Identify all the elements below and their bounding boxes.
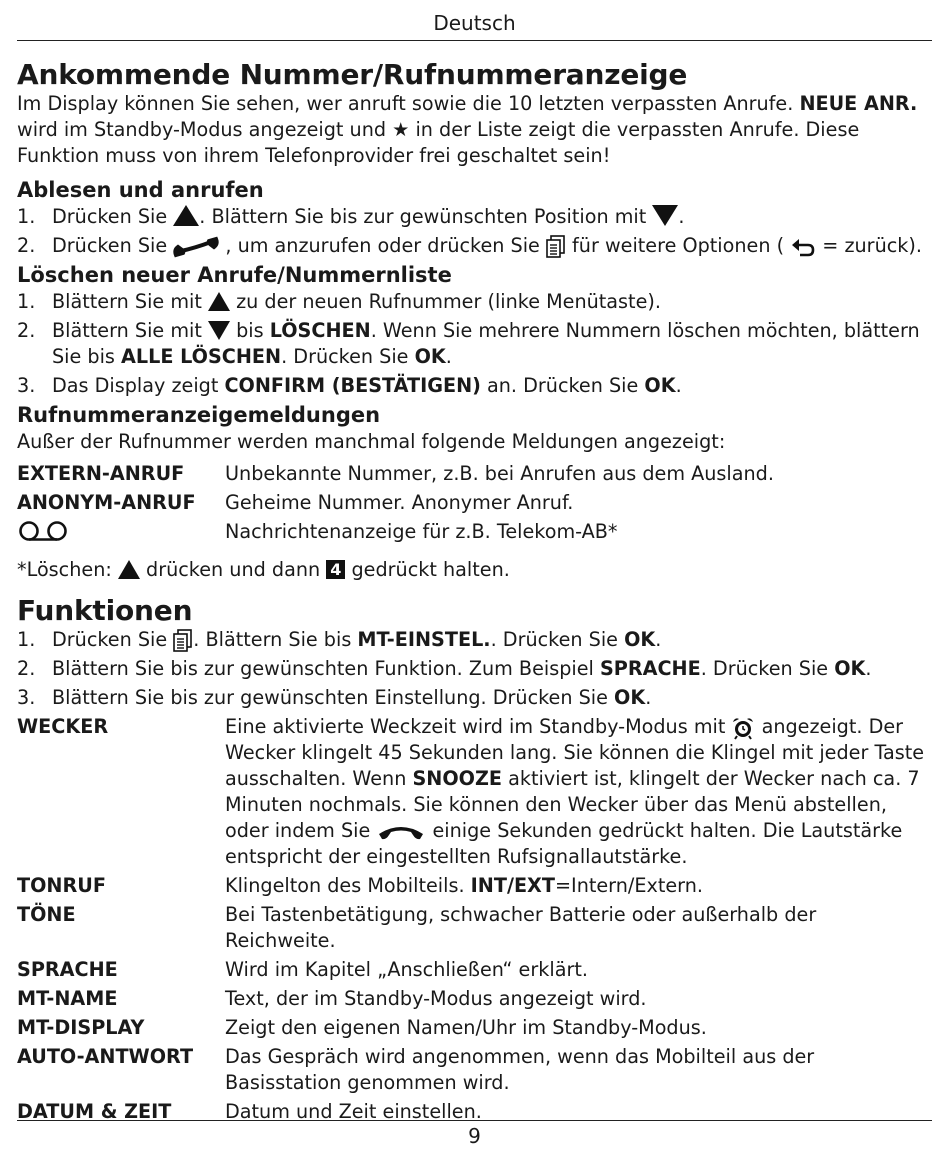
list-item: 3. Blättern Sie bis zur gewünschten Einstellung. Drücken Sie OK.: [17, 686, 652, 709]
up-arrow-icon: [173, 205, 199, 226]
menu-list-icon: [546, 235, 566, 259]
functions-steps: [17, 627, 932, 711]
list-item: 2. Blättern Sie mit bis LÖSCHEN. Wenn Sie mehrere Nummern löschen möchten, blättern Sie bis ALLE LÖSCHEN. Drücken Sie OK.: [17, 319, 920, 368]
list-item: ANONYM-ANRUF Geheime Nummer. Anonymer Anruf.: [17, 491, 574, 514]
back-arrow-icon: [790, 235, 816, 259]
section-title-caller-id: Ankommende Nummer/Rufnummeranzeige: [17, 58, 688, 91]
alarm-clock-icon: [731, 716, 755, 740]
footer-rule: [17, 1120, 932, 1121]
list-item: WECKER Eine aktivierte Weckzeit wird im Standby-Modus mit angezeigt. Der Wecker klingelt 45 Sekunden lang. Sie können die Klingel mit jeder Taste ausschalten. Wenn SNOOZE aktiviert ist, klingelt der Wecker nach ca. 7 Minuten nochmals. Sie können den Wecker über das Menü abstellen, oder indem Sie einige Sekunden gedrückt halten. Die Lautstärke entspricht der eingestellten Rufsignallautstärke.: [17, 715, 925, 868]
menu-list-icon: [173, 629, 193, 653]
list-item: 1. Drücken Sie . Blättern Sie bis zur gewünschten Position mit .: [17, 205, 685, 228]
read-call-steps: [17, 204, 932, 259]
list-item: MT-NAME Text, der im Standby-Modus angezeigt wird.: [17, 987, 647, 1010]
subsection-title-read-call: Ablesen und anrufen: [17, 178, 264, 202]
section-title-functions: Funktionen: [17, 594, 193, 627]
down-arrow-icon: [208, 321, 230, 340]
header-rule: [17, 40, 932, 41]
subsection-title-caller-messages: Rufnummeranzeigemeldungen: [17, 403, 381, 427]
list-item: TONRUF Klingelton des Mobilteils. INT/EXT=Intern/Extern.: [17, 874, 703, 897]
end-call-icon: [376, 822, 426, 842]
page-number: 9: [468, 1124, 481, 1148]
list-item: 1. Blättern Sie mit zu der neuen Rufnummer (linke Menütaste).: [17, 290, 661, 313]
list-item: EXTERN-ANRUF Unbekannte Nummer, z.B. bei Anrufen aus dem Ausland.: [17, 462, 774, 485]
list-item: AUTO-ANTWORT Das Gespräch wird angenommen, wenn das Mobilteil aus der Basisstation genommen wird.: [17, 1045, 815, 1094]
list-item: Nachrichtenanzeige für z.B. Telekom-AB*: [17, 519, 932, 545]
list-item: 2. Blättern Sie bis zur gewünschten Funktion. Zum Beispiel SPRACHE. Drücken Sie OK.: [17, 657, 872, 680]
list-item: 3. Das Display zeigt CONFIRM (BESTÄTIGEN) an. Drücken Sie OK.: [17, 374, 682, 397]
voicemail-icon: [17, 520, 69, 542]
page-header-language: Deutsch: [433, 11, 516, 35]
subsection-title-delete-calls: Löschen neuer Anrufe/Nummernliste: [17, 263, 452, 287]
list-item: DATUM & ZEIT Datum und Zeit einstellen.: [17, 1100, 482, 1123]
delete-note: *Löschen: drücken und dann 4 gedrückt halten.: [17, 558, 510, 581]
down-arrow-icon: [652, 205, 678, 226]
page-footer: [17, 1120, 932, 1149]
list-item: 1. Drücken Sie . Blättern Sie bis MT-EINSTEL.. Drücken Sie OK.: [17, 628, 662, 651]
list-item: SPRACHE Wird im Kapitel „Anschließen“ erklärt.: [17, 958, 588, 981]
key-4-icon: 4: [326, 560, 345, 579]
up-arrow-icon: [208, 292, 230, 311]
messages-list: [17, 461, 932, 545]
manual-page: [17, 0, 932, 1128]
up-arrow-icon: [118, 560, 140, 579]
messages-intro: Außer der Rufnummer werden manchmal folgende Meldungen angezeigt:: [17, 430, 726, 453]
list-item: TÖNE Bei Tastenbetätigung, schwacher Batterie oder außerhalb der Reichweite.: [17, 903, 817, 952]
call-handset-icon: [173, 236, 219, 258]
list-item: 2. Drücken Sie , um anzurufen oder drücken Sie für weitere Optionen ( = zurück).: [17, 234, 922, 257]
delete-calls-steps: [17, 289, 932, 399]
caller-id-intro: Im Display können Sie sehen, wer anruft sowie die 10 letzten verpassten Anrufe. NEUE ANR. wird im Standby-Modus angezeigt und ★ in der Liste zeigt die verpassten Anrufe. Diese Funktion muss von ihrem Telefonprovider frei geschaltet sein!: [17, 92, 918, 167]
functions-list: [17, 714, 932, 1125]
list-item: MT-DISPLAY Zeigt den eigenen Namen/Uhr im Standby-Modus.: [17, 1016, 707, 1039]
star-icon: ★: [392, 118, 410, 141]
